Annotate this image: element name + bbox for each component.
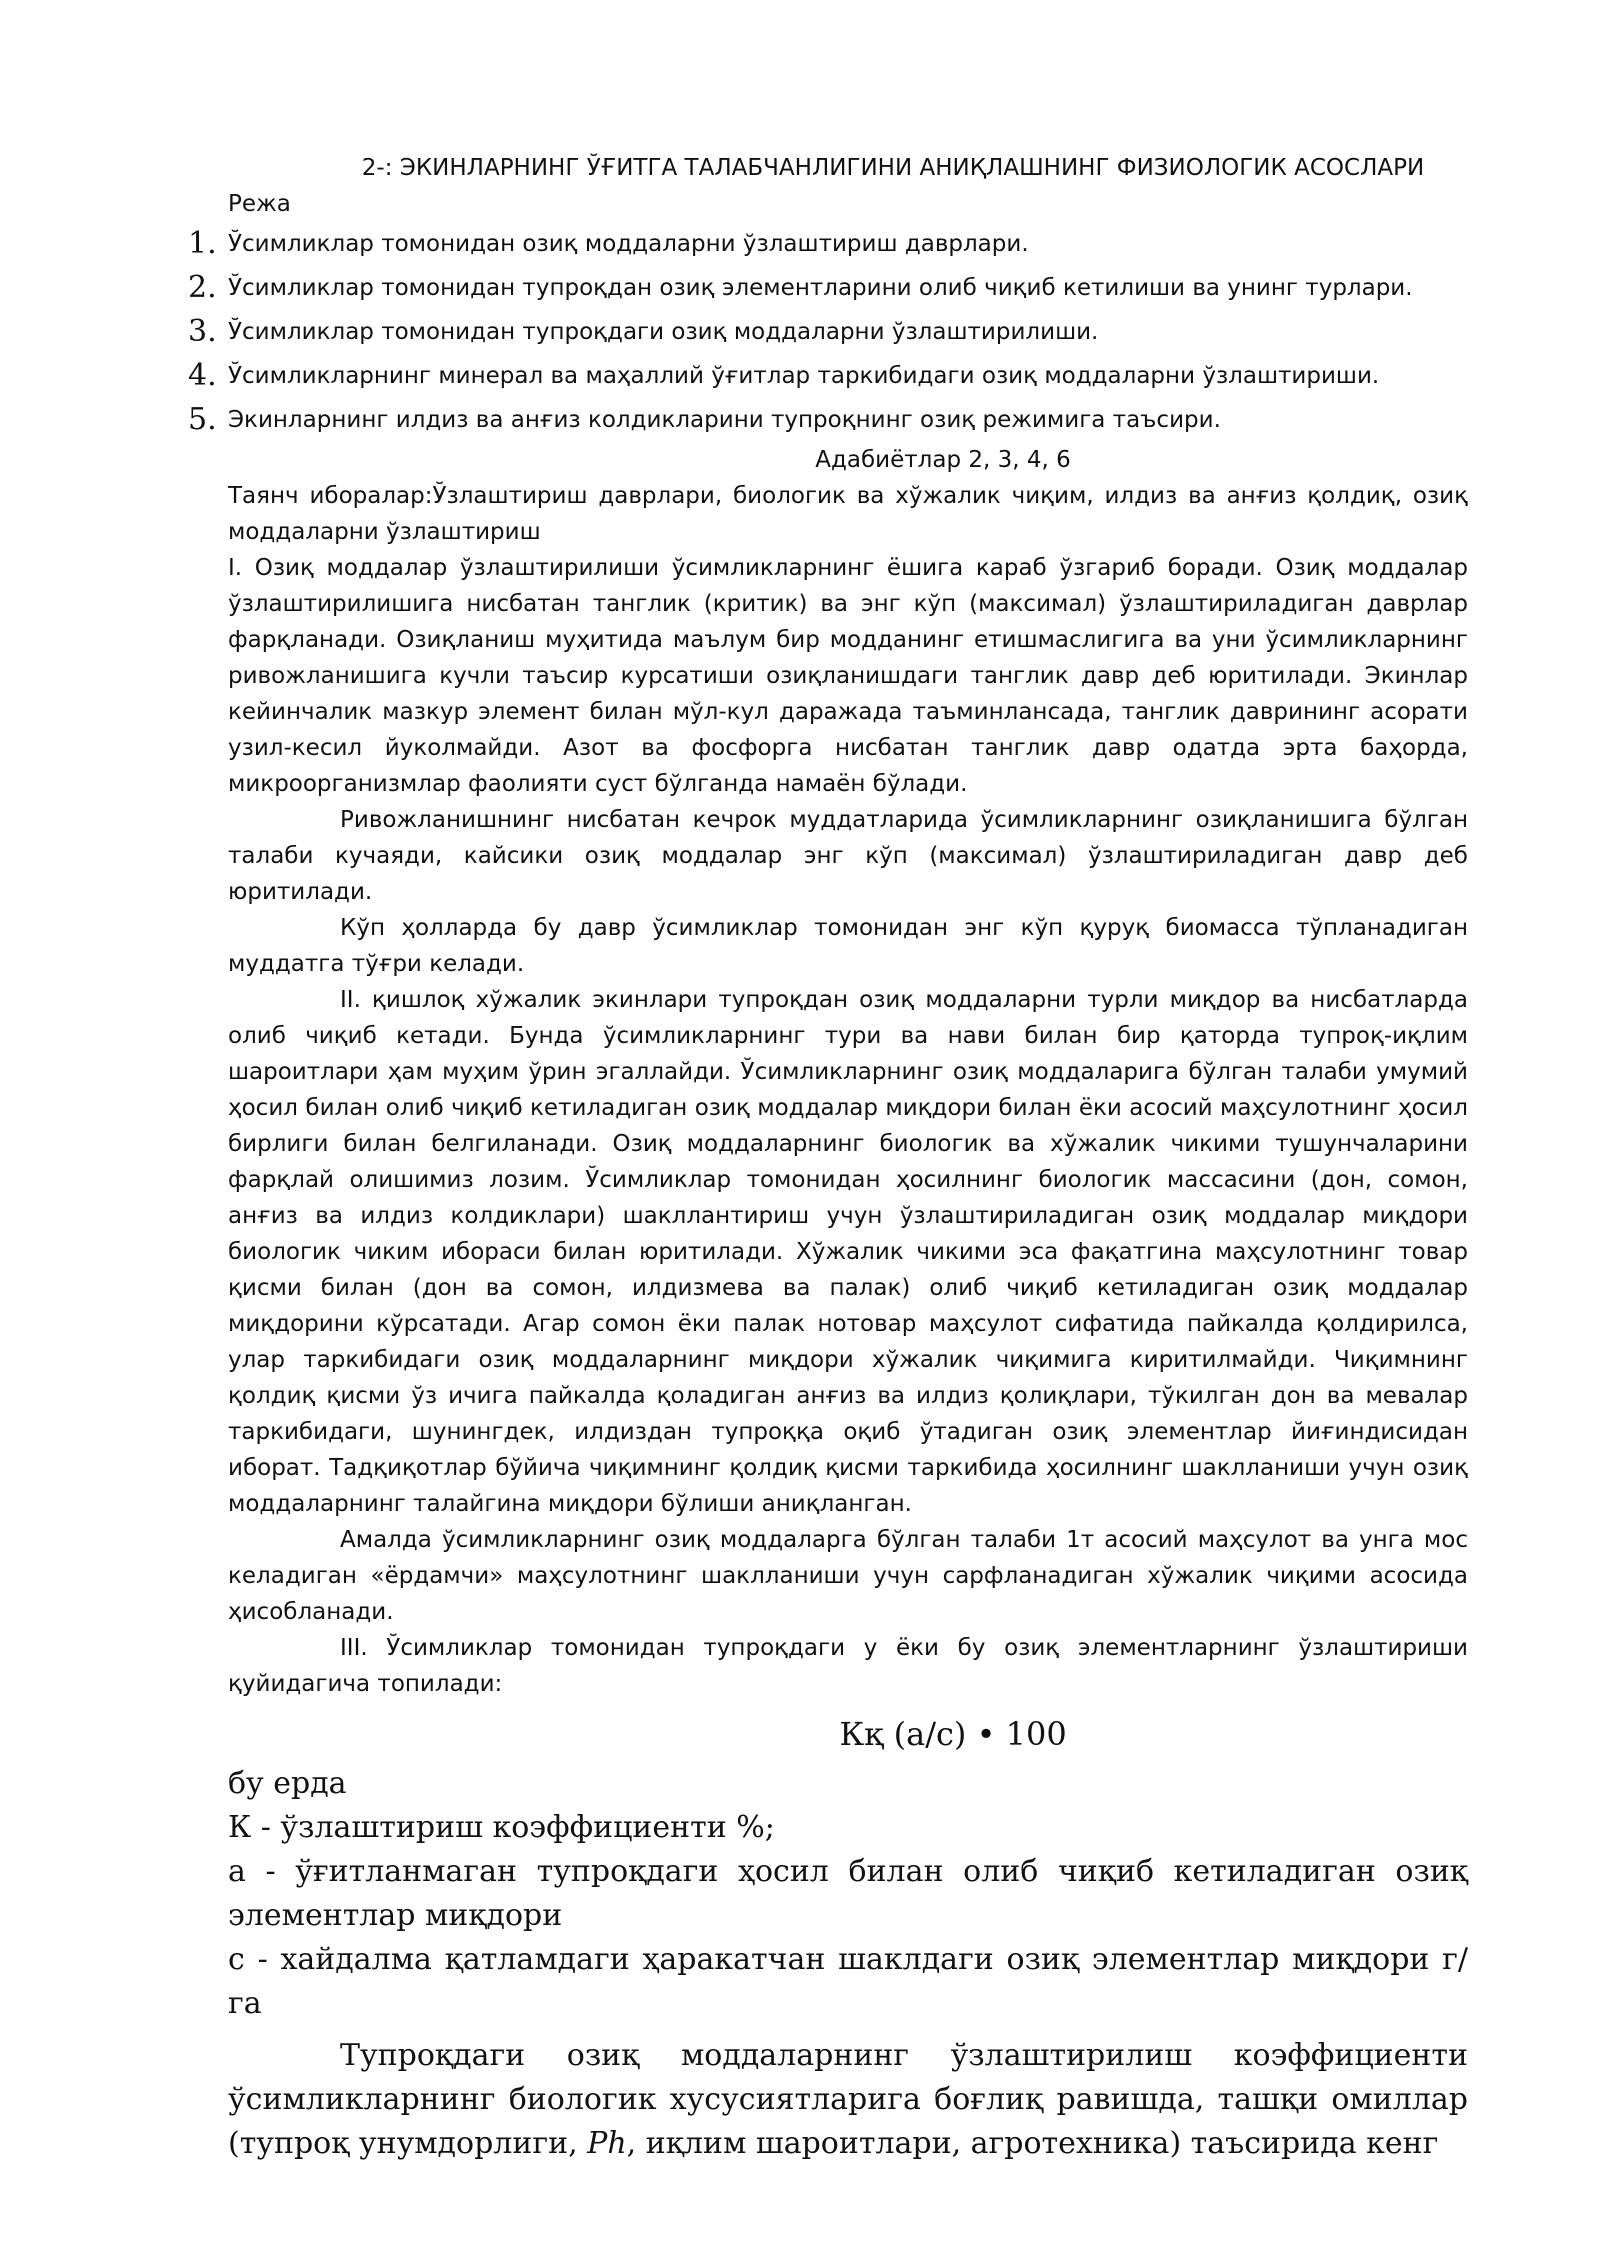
final-paragraph-text: , иқлим шароитлари, агротехника) таъсирида кенг — [626, 2126, 1439, 2161]
plan-item-number: 4. — [188, 358, 217, 393]
definition-k: К - ўзлаштириш коэффициенти %; — [228, 1810, 775, 1845]
formula: Кқ (а/с) • 100 — [839, 1715, 1067, 1753]
paragraph-section-2: II. қишлоқ хўжалик экинлари тупроқдан озиқ моддаларни турли миқдор ва нисбатларда олиб чиқиб кетади. Бунда ўсимликларнинг тури ва нави билан бир қаторда тупроқ-иқлим шароитлари ҳам муҳим ўрин эгаллайди. Ўсимликларнинг озиқ моддаларига бўлган талаби умумий ҳосил билан олиб чиқиб кетиладиган озиқ моддалар миқдори билан ёки асосий маҳсулотнинг ҳосил бирлиги билан белгиланади. Озиқ моддаларнинг биологик ва хўжалик чикими тушунчаларини фарқлай олишимиз лозим. Ўсимликлар томонидан ҳосилнинг биологик массасини (дон, сомон, анғиз ва илдиз колдиклари) шакллантириш учун ўзлаштириладиган озиқ моддалар миқдори биологик чиким ибораси билан юритилади. Хўжалик чикими эса фақатгина маҳсулотнинг товар қисми билан (дон ва сомон, илдизмева ва палак) олиб чиқиб кетиладиган озиқ моддалар миқдорини кўрсатади. Агар сомон ёки палак нотовар маҳсулот сифатида пайкалда қолдирилса, улар таркибидаги озиқ моддаларнинг миқдори хўжалик чиқимига киритилмайди. Чиқимнинг қолдиқ қисми ўз ичига пайкалда қоладиган анғиз ва илдиз қолиқлари, тўкилган дон ва мевалар таркибидаги, шунингдек, илдиздан тупроққа оқиб ўтадиган озиқ элементлар йиғиндисидан иборат. Тадқиқотлар бўйича чиқимнинг қолдиқ қисми таркибида ҳосилнинг шаклланиши учун озиқ моддаларнинг талайгина миқдори бўлиши аниқланган. — [228, 987, 1468, 1517]
definition-a: а - ўғитланмаган тупроқдаги ҳосил билан олиб чиқиб кетиладиган озиқ элементлар миқдори — [228, 1854, 1468, 1933]
final-paragraph-text: Тупроқдаги озиқ моддаларнинг ўзлаштирилиш коэффициенти ўсимликларнинг биологик хусусиятларига боғлиқ равишда, ташқи омиллар (тупроқ унумдорлиги, — [228, 2038, 1468, 2161]
plan-label: Режа — [228, 191, 291, 217]
definitions-block — [228, 1762, 1468, 2166]
literature-reference: Адабиётлар 2, 3, 4, 6 — [815, 447, 1071, 473]
paragraph-section-3: III. Ўсимликлар томонидан тупроқдаги у ёки бу озиқ элементларнинг ўзлаштириши қуйидагича топилади: — [228, 1635, 1468, 1697]
plan-item-text: Ўсимликлар томонидан тупроқдан озиқ элементларини олиб чиқиб кетилиши ва унинг турлари. — [228, 275, 1413, 301]
plan-item-number: 1. — [188, 226, 217, 261]
plan-item-number: 5. — [188, 402, 217, 437]
final-paragraph — [228, 2034, 1468, 2166]
plan-item — [188, 398, 1468, 442]
paragraph: Кўп ҳолларда бу давр ўсимликлар томонидан энг кўп қуруқ биомасса тўпланадиган муддатга тўғри келади. — [228, 915, 1468, 977]
document-body — [188, 150, 1468, 2166]
plan-item — [188, 222, 1468, 266]
ph-term: Ph — [587, 2126, 627, 2161]
keywords: Таянч иборалар:Ўзлаштириш даврлари, биологик ва хўжалик чиқим, илдиз ва анғиз қолдиқ, озиқ моддаларни ўзлаштириш — [228, 483, 1468, 545]
plan-list — [188, 222, 1468, 442]
plan-item — [188, 354, 1468, 398]
paragraph: Амалда ўсимликларнинг озиқ моддаларга бўлган талаби 1т асосий маҳсулот ва унга мос келадиган «ёрдамчи» маҳсулотнинг шаклланиши учун сарфланадиган хўжалик чиқими асосида ҳисобланади. — [228, 1527, 1468, 1625]
plan-item — [188, 310, 1468, 354]
definitions-intro: бу ерда — [228, 1766, 347, 1801]
plan-item-text: Ўсимликлар томонидан тупроқдаги озиқ моддаларни ўзлаштирилиши. — [228, 319, 1099, 345]
plan-item-number: 2. — [188, 270, 217, 305]
definition-c: с - хайдалма қатламдаги ҳаракатчан шаклдаги озиқ элементлар миқдори г/га — [228, 1942, 1468, 2021]
plan-item-number: 3. — [188, 314, 217, 349]
page-title: 2-: ЭКИНЛАРНИНГ ЎҒИТГА ТАЛАБЧАНЛИГИНИ АНИҚЛАШНИНГ ФИЗИОЛОГИК АСОСЛАРИ — [361, 155, 1425, 181]
plan-item-text: Экинларнинг илдиз ва анғиз колдикларини тупроқнинг озиқ режимига таъсири. — [228, 407, 1221, 433]
paragraph-section-1: I. Озиқ моддалар ўзлаштирилиши ўсимликларнинг ёшига караб ўзгариб боради. Озиқ моддалар ўзлаштирилишига нисбатан танглик (критик) ва энг кўп (максимал) ўзлаштириладиган даврлар фарқланади. Озиқланиш муҳитида маълум бир модданинг етишмаслигига ва уни ўсимликларнинг ривожланишига кучли таъсир курсатиши озиқланишдаги танглик давр деб юритилади. Экинлар кейинчалик мазкур элемент билан мўл-кул даражада таъминлансада, танглик даврининг асорати узил-кесил йуколмайди. Азот ва фосфорга нисбатан танглик давр одатда эрта баҳорда, микроорганизмлар фаолияти суст бўлганда намаён бўлади. — [228, 555, 1468, 797]
plan-item — [188, 266, 1468, 310]
plan-item-text: Ўсимликлар томонидан озиқ моддаларни ўзлаштириш даврлари. — [228, 231, 1029, 257]
plan-item-text: Ўсимликларнинг минерал ва маҳаллий ўғитлар таркибидаги озиқ моддаларни ўзлаштириши. — [228, 363, 1380, 389]
paragraph: Ривожланишнинг нисбатан кечрок муддатларида ўсимликларнинг озиқланишига бўлган талаби кучаяди, кайсики озиқ моддалар энг кўп (максимал) ўзлаштириладиган давр деб юритилади. — [228, 807, 1468, 905]
